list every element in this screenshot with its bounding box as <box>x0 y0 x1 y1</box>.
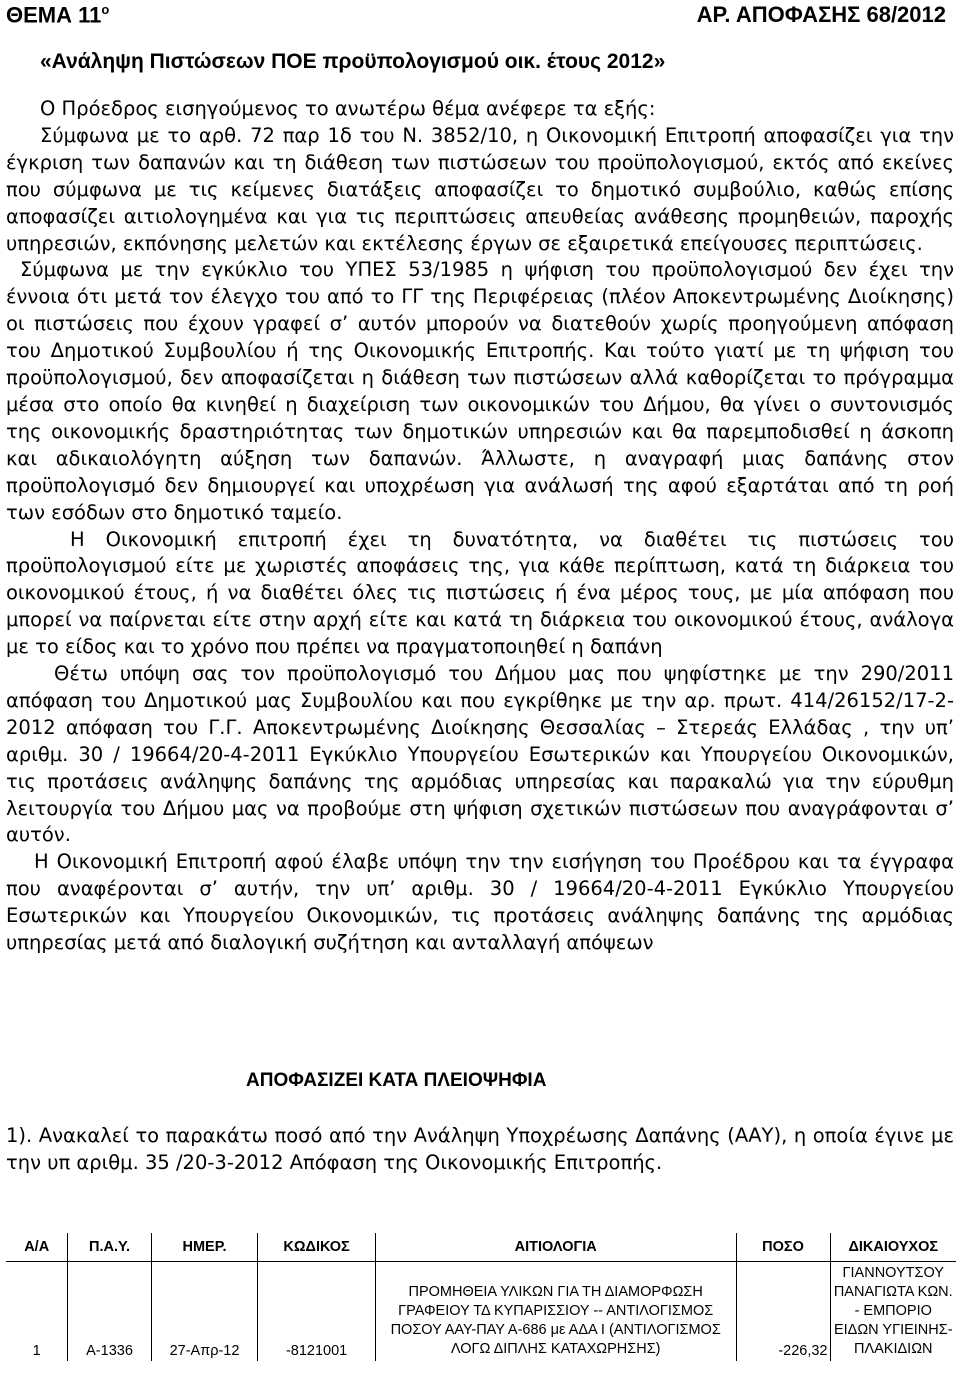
cell-pay: Α-1336 <box>68 1262 151 1362</box>
cell-date: 27-Απρ-12 <box>151 1262 258 1362</box>
decision-number: ΑΡ. ΑΠΟΦΑΣΗΣ 68/2012 <box>696 2 946 27</box>
cell-reason: ΠΡΟΜΗΘΕΙΑ ΥΛΙΚΩΝ ΓΙΑ ΤΗ ΔΙΑΜΟΡΦΩΣΗ ΓΡΑΦΕΙΟΥ ΤΔ ΚΥΠΑΡΙΣΣΙΟΥ -- ΑΝΤΙΛΟΓΙΣΜΟΣ ΠΟΣΟΥ ΑΑΥ-ΠΑΥ Α-686 με ΑΔΑ Ι (ΑΝΤΙΛΟΓΙΣΜΟΣ ΛΟΓΩ ΔΙΠΛΗΣ ΚΑΤΑΧΩΡΗΣΗΣ) <box>375 1262 736 1362</box>
item-number: ΘΕΜΑ $11^o$ <box>6 2 110 28</box>
document-body <box>6 96 954 957</box>
document-header <box>6 2 954 30</box>
commitments-table <box>6 1233 956 1361</box>
column-header: Π.Α.Υ. <box>68 1233 151 1262</box>
table-row <box>6 1262 956 1362</box>
decision-item-1: 1). Ανακαλεί το παρακάτω ποσό από την Ανάληψη Υποχρέωσης Δαπάνης (ΑΑΥ), η οποία έγινε με την υπ αριθμ. 35 /20-3-2012 Απόφαση της Οικονομικής Επιτροπής. <box>6 1124 954 1174</box>
column-header: ΚΩΔΙΚΟΣ <box>258 1233 375 1262</box>
paragraph-intro: Ο Πρόεδρος εισηγούμενος το ανωτέρω θέμα ανέφερε τα εξής: <box>40 97 656 120</box>
cell-amount: -226,32 <box>736 1262 830 1362</box>
cell-code: -8121001 <box>258 1262 375 1362</box>
document-title: «Ανάληψη Πιστώσεων ΠΟΕ προϋπολογισμού οικ. έτους 2012» <box>40 50 666 73</box>
paragraph-law: Σύμφωνα με το αρθ. 72 παρ 1δ του Ν. 3852/10, η Οικονομική Επιτροπή αποφασίζει για την έγκριση των δαπανών και τη διάθεση των πιστώσεων του προϋπολογισμού, εκτός από εκείνες που σύμφωνα με τις κείμενες διατάξεις αποφασίζει το δημοτικό συμβούλιο, καθώς επίσης αποφασίζει αιτιολογημένα και για τις περιπτώσεις απευθείας ανάθεσης προμηθειών, παροχής υπηρεσιών, εκπόνησης μελετών και εκτέλεσης έργων σε εξαιρετικά επείγουσες περιπτώσεις. <box>6 123 954 255</box>
cell-beneficiary: ΓΙΑΝΝΟΥΤΣΟΥ ΠΑΝΑΓΙΩΤΑ ΚΩΝ. - ΕΜΠΟΡΙΟ ΕΙΔΩΝ ΥΓΙΕΙΝΗΣ-ΠΛΑΚΙΔΙΩΝ <box>830 1262 956 1362</box>
column-header: Α/Α <box>6 1233 68 1262</box>
paragraph-committee: Η Οικονομική επιτροπή έχει τη δυνατότητα, να διαθέτει τις πιστώσεις του προϋπολογισμού είτε με χωριστές αποφάσεις της, για κάθε περίπτωση, κατά τη διάρκεια του οικονομικού έτους, ή να διαθέτει όλες τις πιστώσεις ή ένα μέρος τους, με μία απόφαση που μπορεί να παίρνεται είτε στην αρχή είτε και κατά τη διάρκεια του οικονομικού έτους, ανάλογα με το είδος και το χρόνο που πρέπει να πραγματοποιηθεί η δαπάνη <box>6 527 954 659</box>
column-header: ΑΙΤΙΟΛΟΓΙΑ <box>375 1233 736 1262</box>
column-header: ΗΜΕΡ. <box>151 1233 258 1262</box>
paragraph-budget: Θέτω υπόψη σας τον προϋπολογισμό του Δήμου μας που ψηφίστηκε με την 290/2011 απόφαση του Δημοτικού μας Συμβουλίου και που εγκρίθηκε με την αρ. πρωτ. 414/26152/17-2-2012 απόφαση του Γ.Γ. Αποκεντρωμένης Διοίκησης Θεσσαλίας – Στερεάς Ελλάδας , την υπ’ αριθμ. 30 / 19664/20-4-2011 Εγκύκλιο Υπουργείου Εσωτερικών και Υπουργείου Οικονομικών, τις προτάσεις ανάληψης δαπάνης της αρμόδιας υπηρεσίας και παρακαλώ για την εύρυθμη λειτουργία του Δήμου μας να προβούμε στη ψήφιση σχετικών πιστώσεων που αναγράφονται σ’ αυτόν. <box>6 662 954 847</box>
paragraph-circular: Σύμφωνα με την εγκύκλιο του ΥΠΕΣ 53/1985 η ψήφιση του προϋπολογισμού δεν έχει την έννοια ότι μετά τον έλεγχο του από το ΓΓ της Περιφέρειας (πλέον Αποκεντρωμένης Διοίκησης) οι πιστώσεις που έχουν γραφεί σ’ αυτόν μπορούν να διατεθούν χωρίς προηγούμενη απόφαση του Δημοτικού Συμβουλίου ή της Οικονομικής Επιτροπής. Και τούτο γιατί με τη ψήφιση του προϋπολογισμού, δεν αποφασίζεται η διάθεση των πιστώσεων αλλά καθορίζεται το πρόγραμμα μέσα στο οποίο θα κινηθεί η διαχείριση των οικονομικών του Δήμου, θα γίνει ο συντονισμός της οικονομικής δραστηριότητας των δημοτικών υπηρεσιών και θα παρεμποδισθεί η άσκοπη και αδικαιολόγητη αύξηση των δαπανών. Άλλωστε, η αναγραφή μιας δαπάνης στον προϋπολογισμό δεν δημιουργεί και υποχρέωση για ανάλωσή της αφού εξαρτάται από τη ροή των εσόδων στο δημοτικό ταμείο. <box>6 258 954 524</box>
column-header: ΠΟΣΟ <box>736 1233 830 1262</box>
column-header: ΔΙΚΑΙΟΥΧΟΣ <box>830 1233 956 1262</box>
cell-aa: 1 <box>32 1343 41 1359</box>
decision-heading: ΑΠΟΦΑΣΙΖΕΙ ΚΑΤΑ ΠΛΕΙΟΨΗΦΙΑ <box>246 1070 547 1091</box>
paragraph-considering: Η Οικονομική Επιτροπή αφού έλαβε υπόψη την την εισήγηση του Προέδρου και τα έγγραφα που αναφέρονται σ’ αυτήν, την υπ’ αριθμ. 30 / 19664/20-4-2011 Εγκύκλιο Υπουργείου Εσωτερικών και Υπουργείου Οικονομικών, τις προτάσεις ανάληψης δαπάνης της αρμόδιας υπηρεσίας μετά από διαλογική συζήτηση και ανταλλαγή απόψεων <box>6 850 954 955</box>
table-header-row <box>6 1233 956 1262</box>
